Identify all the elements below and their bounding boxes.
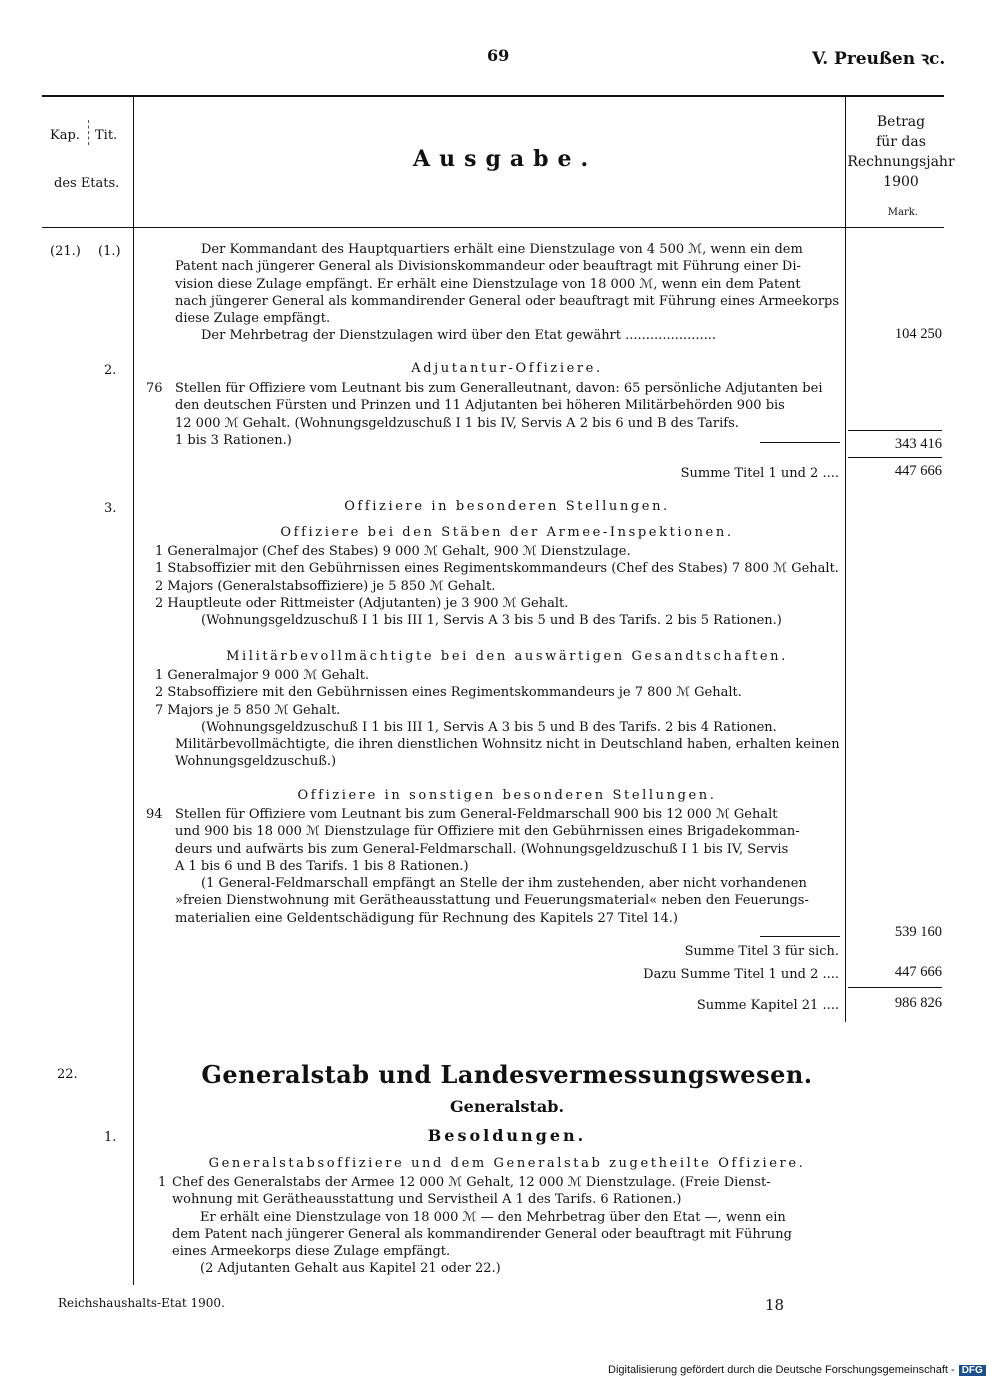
kap-number: (21.)	[50, 244, 81, 259]
header-rule	[42, 227, 944, 228]
list-item: 2 Majors (Generalstabsoffiziere) je 5 850 ℳ Gehalt.	[155, 578, 496, 594]
digitization-credit: Digitalisierung gefördert durch die Deutsche Forschungsgemeinschaft - DFG	[608, 1364, 986, 1376]
paragraph: Stellen für Offiziere vom Leutnant bis zum Generalleutnant, davon: 65 persönliche Adjutanten bei den deutschen Fürsten und Prinzen und 11 Adjutanten bei höheren Militärbehörden 900 bis 12 000 ℳ Gehalt. (Wohnungsgeldzuschuß I 1 bis IV, Servis A 2 bis 6 und B des Tarifs. 1 bis 3 Rationen.)	[175, 381, 823, 448]
subsection-heading: Offiziere bei den Stäben der Armee-Inspektionen.	[280, 525, 734, 540]
list-item: 1 Generalmajor 9 000 ℳ Gehalt.	[155, 668, 370, 683]
tit-header: Tit.	[95, 128, 118, 143]
section-heading: Offiziere in besonderen Stellungen.	[344, 499, 670, 514]
count: 76	[146, 381, 163, 396]
tit-number: (1.)	[98, 244, 121, 259]
table-title: Ausgabe.	[413, 146, 598, 172]
mark-unit: Mark.	[887, 207, 918, 218]
section-heading: Adjutantur-Offiziere.	[411, 361, 603, 376]
item-list	[155, 543, 845, 629]
footer-signature: 18	[765, 1296, 785, 1314]
dazu-label: Dazu Summe Titel 1 und 2 ....	[643, 967, 839, 982]
footer-left: Reichshaushalts-Etat 1900.	[58, 1296, 225, 1310]
betrag-header: Betrag für das Rechnungsjahr 1900	[847, 114, 955, 190]
list-item: 7 Majors je 5 850 ℳ Gehalt.	[155, 702, 341, 718]
amount: 104 250	[894, 326, 942, 342]
count: 94	[146, 807, 163, 822]
subsection-heading: Generalstabsoffiziere und dem Generalstab zugetheilte Offiziere.	[208, 1156, 806, 1171]
item-list: 1 Generalmajor 9 000 ℳ Gehalt. 2 Stabsoffiziere mit den Gebührnissen eines Regimentskommandeurs je 7 800 ℳ Gehalt. 7 Majors je 5 850 ℳ Gehalt. (Wohnungsgeldzuschuß I 1 bis III 1, Servis A 3 bis 5 und B des Tarifs. 2 bis 4 Rationen. Militärbevollmächtigte, die ihren dienstlichen Wohnsitz nicht in Deutschland haben, erhalten keinen Wohnungsgeldzuschuß.)	[155, 667, 845, 771]
amount: 539 160	[894, 924, 942, 940]
chapter-subtitle: Generalstab.	[449, 1097, 565, 1116]
list-item: 2 Hauptleute oder Rittmeister (Adjutanten) je 3 900 ℳ Gehalt.	[155, 595, 569, 611]
amount-rule	[848, 430, 942, 431]
kapitel-sum-label: Summe Kapitel 21 ....	[696, 998, 839, 1013]
subtotal-rule	[760, 442, 840, 443]
dazu-amount: 447 666	[894, 964, 942, 980]
column-rule-right	[845, 97, 846, 1022]
column-rule-left	[133, 97, 134, 1285]
sum-label: Summe Titel 3 für sich.	[684, 944, 839, 959]
subsection-heading: Offiziere in sonstigen besonderen Stellungen.	[297, 788, 717, 803]
top-rule	[42, 95, 944, 97]
running-title: V. Preußen ꝛc.	[812, 49, 946, 69]
page-number: 69	[487, 46, 510, 65]
tit-number: 2.	[104, 363, 117, 378]
des-etats-header: des Etats.	[54, 176, 120, 191]
subtotal-rule	[760, 936, 840, 937]
dfg-logo-icon: DFG	[959, 1365, 986, 1376]
sum-rule	[848, 987, 942, 988]
paragraph: Chef des Generalstabs der Armee 12 000 ℳ Gehalt, 12 000 ℳ Dienstzulage. (Freie Dienst- wohnung mit Gerätheausstattung und Servistheil A 1 des Tarifs. 6 Rationen.) Er erhält eine Dienstzulage von 18 000 ℳ — den Mehrbetrag über den Etat —, wenn ein dem Patent nach jüngerer General als kommandirender General oder beauftragt mit Führung eines Armeekorps diese Zulage empfängt. (2 Adjutanten Gehalt aus Kapitel 21 oder 22.)	[172, 1175, 792, 1277]
sum-amount: 447 666	[894, 463, 942, 479]
sum-label: Summe Titel 1 und 2 ....	[680, 466, 839, 481]
count: 1	[158, 1175, 167, 1190]
section-heading: Besoldungen.	[427, 1126, 587, 1145]
paragraph: Der Kommandant des Hauptquartiers erhält eine Dienstzulage von 4 500 ℳ, wenn ein dem Patent nach jüngerer General als Divisionskommandeur oder beauftragt mit Führung einer Di- vision diese Zulage empfängt. Er erhält eine Dienstzulage von 18 000 ℳ, wenn ein dem Patent nach jüngerer General als kommandirender General oder beauftragt mit Führung eines Armeekorps diese Zulage empfängt. Der Mehrbetrag der Dienstzulagen wird über den Etat gewährt ......................	[175, 242, 840, 344]
kap-tit-divider	[88, 120, 89, 145]
list-item: 2 Stabsoffiziere mit den Gebührnissen eines Regimentskommandeurs je 7 800 ℳ Gehalt.	[155, 685, 742, 701]
kap-number: 22.	[57, 1067, 78, 1082]
note: (Wohnungsgeldzuschuß I 1 bis III 1, Servis A 3 bis 5 und B des Tarifs. 2 bis 5 Rationen.)	[201, 613, 782, 629]
paragraph: Stellen für Offiziere vom Leutnant bis zum General-Feldmarschall 900 bis 12 000 ℳ Gehalt und 900 bis 18 000 ℳ Dienstzulage für Offiziere mit den Gebührnissen eines Brigadekomman- deurs und aufwärts bis zum General-Feldmarschall. (Wohnungsgeldzuschuß I 1 bis IV, Servis A 1 bis 6 und B des Tarifs. 1 bis 8 Rationen.) (1 General-Feldmarschall empfängt an Stelle der ihm zustehenden, aber nicht vorhandenen »freien Dienstwohnung mit Gerätheausstattung und Feuerungsmaterial« neben den Feuerungs- materialien eine Geldentschädigung für Rechnung des Kapitels 27 Titel 14.)	[175, 807, 809, 926]
tit-number: 1.	[104, 1130, 117, 1145]
list-item: 1 Stabsoffizier mit den Gebührnissen eines Regimentskommandeurs (Chef des Stabes) 7 800 ℳ Gehalt.	[155, 561, 839, 577]
subsection-heading: Militärbevollmächtigte bei den auswärtigen Gesandtschaften.	[226, 649, 788, 664]
tit-number: 3.	[104, 501, 117, 516]
kap-header: Kap.	[50, 128, 80, 143]
chapter-title: Generalstab und Landesvermessungswesen.	[201, 1060, 813, 1089]
kapitel-sum-amount: 986 826	[894, 995, 942, 1011]
amount: 343 416	[894, 436, 942, 452]
list-item: 1 Generalmajor (Chef des Stabes) 9 000 ℳ Gehalt, 900 ℳ Dienstzulage.	[155, 544, 631, 559]
sum-rule	[848, 457, 942, 458]
